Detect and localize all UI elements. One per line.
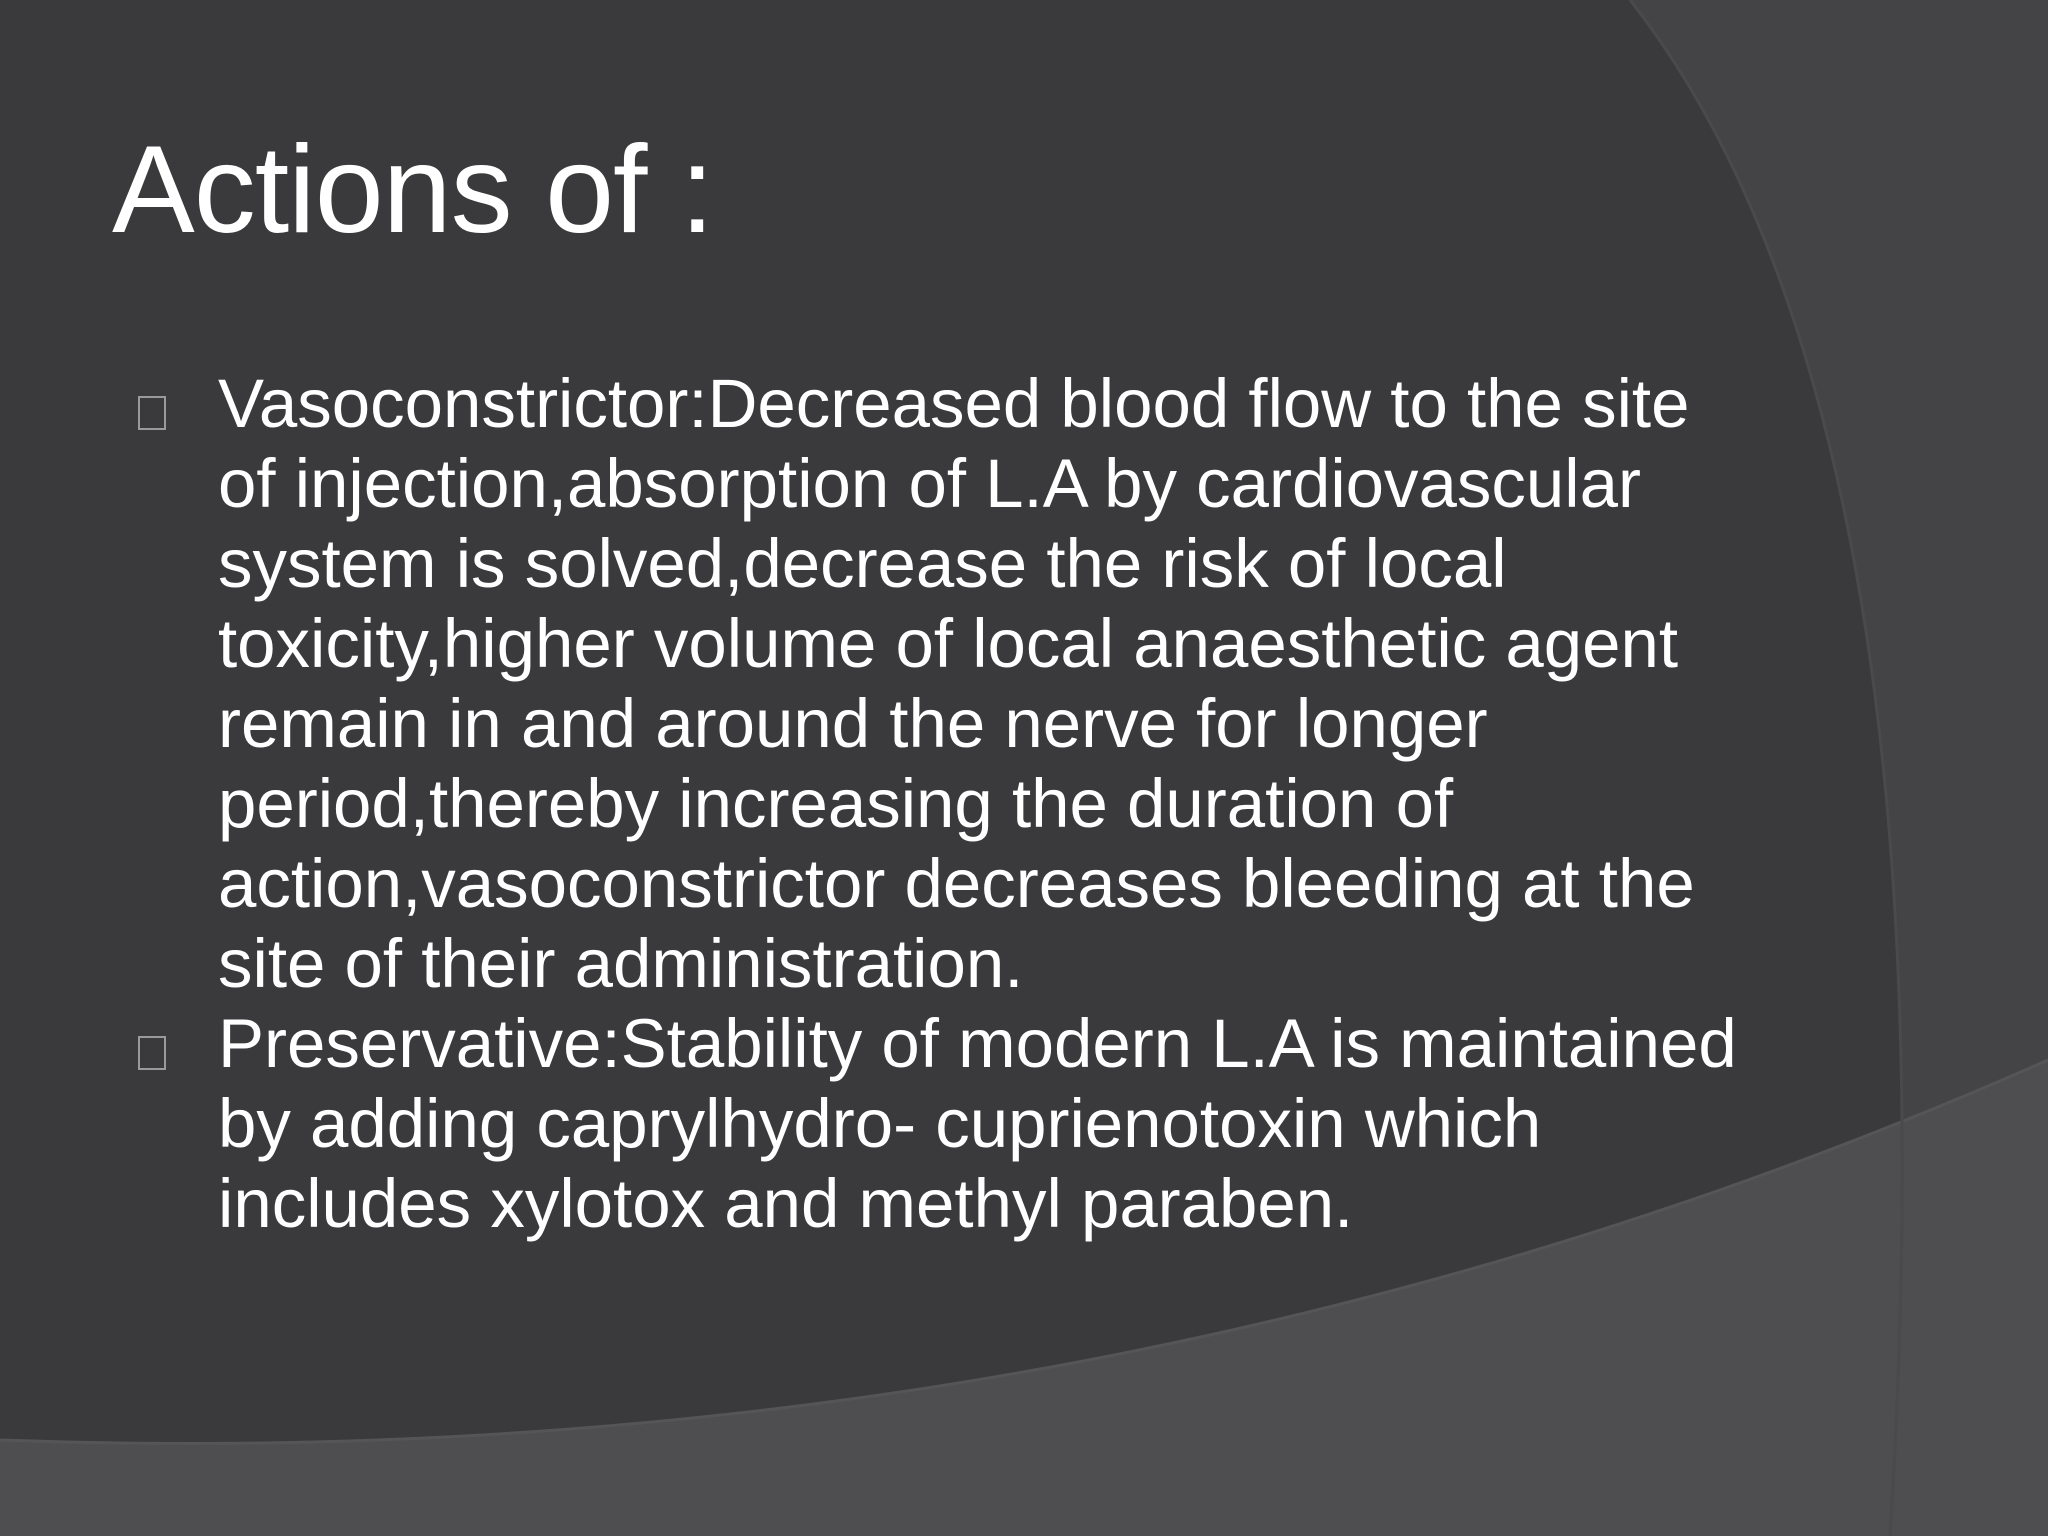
bullet-item-vasoconstrictor <box>138 364 1738 1004</box>
bullet-text: Preservative:Stability of modern L.A is maintained by adding caprylhydro- cuprienotoxin which includes xylotox and methyl paraben. <box>218 1005 1737 1242</box>
bullet-list <box>138 364 1738 1244</box>
bullet-text: Vasoconstrictor:Decreased blood flow to the site of injection,absorption of L.A by cardiovascular system is solved,decrease the risk of local toxicity,higher volume of local anaesthetic agent remain in and around the nerve for longer period,thereby increasing the duration of action,vasoconstrictor decreases bleeding at the site of their administration. <box>218 365 1695 1002</box>
slide-title: Actions of : <box>112 121 714 259</box>
bullet-item-preservative <box>138 1004 1738 1244</box>
square-bullet-icon <box>138 1036 166 1070</box>
square-bullet-icon <box>138 396 166 430</box>
